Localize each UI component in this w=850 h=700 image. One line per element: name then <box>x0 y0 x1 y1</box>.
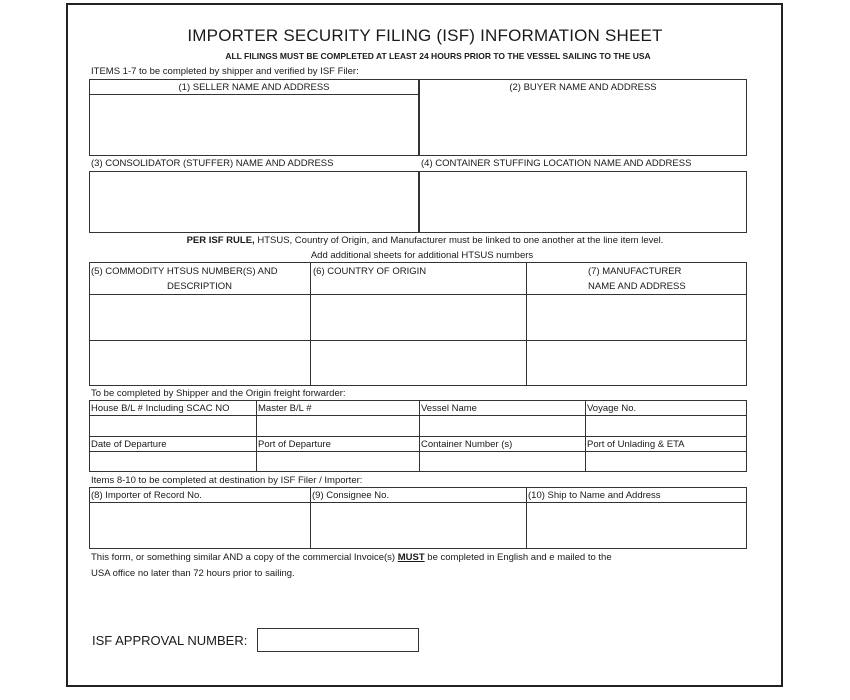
voyage-field[interactable] <box>586 416 746 435</box>
commodity-label-line2: DESCRIPTION <box>167 281 232 292</box>
isf-rule-text: HTSUS, Country of Origin, and Manufacturer must be linked to one another at the line item level. <box>254 235 664 246</box>
ship-to-field[interactable] <box>527 503 746 548</box>
departure-date-label: Date of Departure <box>91 439 167 450</box>
stuffing-label: (4) CONTAINER STUFFING LOCATION NAME AND ADDRESS <box>421 158 692 169</box>
voyage-label: Voyage No. <box>587 403 637 414</box>
shipping-divider-2 <box>89 436 747 437</box>
isf-rule-bold: PER ISF RULE, <box>186 235 255 246</box>
manufacturer-cell-row1[interactable] <box>527 295 746 339</box>
unlading-field[interactable] <box>586 452 746 471</box>
form-subtitle: ALL FILINGS MUST BE COMPLETED AT LEAST 24 HOURS PRIOR TO THE VESSEL SAILING TO THE USA <box>225 51 651 61</box>
consolidator-box[interactable] <box>89 171 419 233</box>
origin-cell-row2[interactable] <box>311 341 525 385</box>
section3-intro: To be completed by Shipper and the Origin freight forwarder: <box>91 388 346 399</box>
unlading-label: Port of Unlading & ETA <box>587 439 685 450</box>
seller-label: (1) SELLER NAME AND ADDRESS <box>178 82 330 93</box>
commodity-cell-row2[interactable] <box>90 341 309 385</box>
container-field[interactable] <box>420 452 584 471</box>
vessel-label: Vessel Name <box>421 403 477 414</box>
footer-note-must: MUST <box>397 552 425 563</box>
stuffing-box[interactable] <box>419 171 747 233</box>
approval-number-field[interactable] <box>257 628 419 652</box>
manufacturer-label-line2: NAME AND ADDRESS <box>588 281 686 292</box>
importer-label: (8) Importer of Record No. <box>91 490 202 501</box>
house-bl-label: House B/L # Including SCAC NO <box>91 403 230 414</box>
importer-field[interactable] <box>90 503 309 548</box>
manufacturer-label-line1: (7) MANUFACTURER <box>588 266 682 277</box>
form-title: IMPORTER SECURITY FILING (ISF) INFORMATION SHEET <box>187 26 663 45</box>
buyer-label: (2) BUYER NAME AND ADDRESS <box>509 82 657 93</box>
consolidator-label: (3) CONSOLIDATOR (STUFFER) NAME AND ADDRESS <box>91 158 334 169</box>
footer-note-line2: USA office no later than 72 hours prior to sailing. <box>91 568 295 579</box>
approval-number-label: ISF APPROVAL NUMBER: <box>92 633 248 648</box>
ship-to-label: (10) Ship to Name and Address <box>528 490 661 501</box>
consignee-label: (9) Consignee No. <box>312 490 390 501</box>
isf-rule-line1 <box>0 235 850 246</box>
footer-note-end: be completed in English and e mailed to the <box>424 552 612 563</box>
footer-note-start: This form, or something similar AND a copy of the commercial Invoice(s) <box>91 552 398 563</box>
isf-rule-line2: Add additional sheets for additional HTSUS numbers <box>310 250 534 261</box>
house-bl-field[interactable] <box>90 416 255 435</box>
departure-port-field[interactable] <box>257 452 418 471</box>
footer-note-line1 <box>91 552 612 563</box>
origin-label: (6) COUNTRY OF ORIGIN <box>313 266 427 277</box>
master-bl-field[interactable] <box>257 416 418 435</box>
departure-date-field[interactable] <box>90 452 255 471</box>
container-label: Container Number (s) <box>421 439 513 450</box>
vessel-field[interactable] <box>420 416 584 435</box>
commodity-cell-row1[interactable] <box>90 295 309 339</box>
master-bl-label: Master B/L # <box>258 403 312 414</box>
commodity-label-line1: (5) COMMODITY HTSUS NUMBER(S) AND <box>91 266 278 277</box>
departure-port-label: Port of Departure <box>258 439 331 450</box>
section1-intro: ITEMS 1-7 to be completed by shipper and verified by ISF Filer: <box>91 66 359 77</box>
seller-header-divider <box>89 94 419 95</box>
consignee-field[interactable] <box>311 503 525 548</box>
section4-intro: Items 8-10 to be completed at destination by ISF Filer / Importer: <box>91 475 363 486</box>
origin-cell-row1[interactable] <box>311 295 525 339</box>
manufacturer-cell-row2[interactable] <box>527 341 746 385</box>
